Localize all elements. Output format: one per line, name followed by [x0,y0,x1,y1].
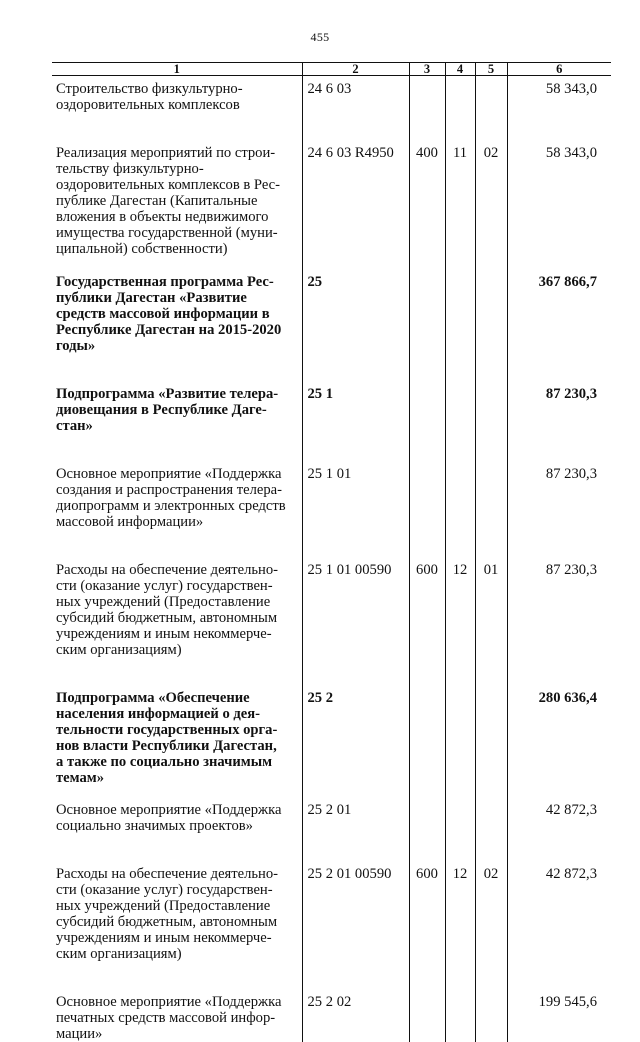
cell-col-4: 12 [445,562,475,690]
cell-name: Строительство физкультурно- оздоровительных комплексов [52,76,302,146]
cell-amount: 58 343,0 [507,76,611,146]
cell-code: 25 1 01 00590 [302,562,409,690]
cell-col-3 [409,802,445,866]
table-row [52,145,611,274]
cell-amount: 87 230,3 [507,386,611,466]
table-row [52,274,611,386]
cell-code: 25 2 01 00590 [302,866,409,994]
cell-code: 25 2 02 [302,994,409,1042]
header-row [52,63,611,76]
cell-col-4 [445,76,475,146]
table-row [52,994,611,1042]
cell-col-3 [409,994,445,1042]
cell-amount: 367 866,7 [507,274,611,386]
cell-col-4 [445,690,475,802]
cell-col-5 [475,274,507,386]
cell-col-4 [445,802,475,866]
cell-name: Государственная программа Рес- публики Дагестан «Развитие средств массовой информации в Республике Дагестан на 2015-2020 годы» [52,274,302,386]
header-col-3: 3 [409,63,445,76]
cell-col-5 [475,690,507,802]
cell-amount: 87 230,3 [507,466,611,562]
cell-col-4 [445,274,475,386]
cell-code: 25 2 01 [302,802,409,866]
cell-col-5 [475,802,507,866]
cell-name: Основное мероприятие «Поддержка создания и распространения телера- диопрограмм и электронных средств массовой информации» [52,466,302,562]
header-col-4: 4 [445,63,475,76]
cell-col-5 [475,76,507,146]
table-row [52,802,611,866]
cell-name: Расходы на обеспечение деятельно- сти (оказание услуг) государствен- ных учреждений (Предоставление субсидий бюджетным, автономным учреждениям и иным некоммерче- ским организациям) [52,562,302,690]
cell-col-3: 600 [409,866,445,994]
cell-amount: 199 545,6 [507,994,611,1042]
table-row [52,866,611,994]
page-number: 455 [310,30,330,44]
cell-col-5: 02 [475,866,507,994]
cell-code: 24 6 03 [302,76,409,146]
cell-col-3 [409,274,445,386]
table-row [52,562,611,690]
cell-name: Подпрограмма «Обеспечение населения информацией о дея- тельности государственных орга- нов власти Республики Дагестан, а также по социально значимым темам» [52,690,302,802]
cell-col-3: 600 [409,562,445,690]
cell-col-4: 12 [445,866,475,994]
cell-col-4 [445,466,475,562]
cell-name: Подпрограмма «Развитие телера- диовещания в Республике Даге- стан» [52,386,302,466]
cell-code: 25 [302,274,409,386]
cell-col-3 [409,76,445,146]
cell-amount: 280 636,4 [507,690,611,802]
cell-code: 25 2 [302,690,409,802]
cell-col-5: 02 [475,145,507,274]
table-row [52,690,611,802]
cell-col-3: 400 [409,145,445,274]
cell-col-4 [445,386,475,466]
header-col-6: 6 [507,63,611,76]
header-col-5: 5 [475,63,507,76]
header-col-2: 2 [302,63,409,76]
cell-amount: 87 230,3 [507,562,611,690]
cell-amount: 42 872,3 [507,866,611,994]
cell-name: Реализация мероприятий по строи- тельству физкультурно- оздоровительных комплексов в Рес- публике Дагестан (Капитальные вложения в объекты недвижимого имущества государственной (муни- ципальной) собственности) [52,145,302,274]
table-row [52,76,611,146]
cell-name: Основное мероприятие «Поддержка печатных средств массовой инфор- мации» [52,994,302,1042]
table-row [52,386,611,466]
cell-col-4: 11 [445,145,475,274]
header-col-1: 1 [52,63,302,76]
cell-col-3 [409,690,445,802]
cell-col-5 [475,466,507,562]
cell-code: 25 1 [302,386,409,466]
budget-table [52,62,611,1042]
cell-col-4 [445,994,475,1042]
cell-col-5 [475,386,507,466]
cell-col-5 [475,994,507,1042]
cell-col-5: 01 [475,562,507,690]
cell-code: 25 1 01 [302,466,409,562]
cell-amount: 42 872,3 [507,802,611,866]
cell-name: Расходы на обеспечение деятельно- сти (оказание услуг) государствен- ных учреждений (Предоставление субсидий бюджетным, автономным учреждениям и иным некоммерче- ским организациям) [52,866,302,994]
cell-col-3 [409,466,445,562]
cell-code: 24 6 03 R4950 [302,145,409,274]
cell-amount: 58 343,0 [507,145,611,274]
cell-name: Основное мероприятие «Поддержка социально значимых проектов» [52,802,302,866]
cell-col-3 [409,386,445,466]
table-row [52,466,611,562]
